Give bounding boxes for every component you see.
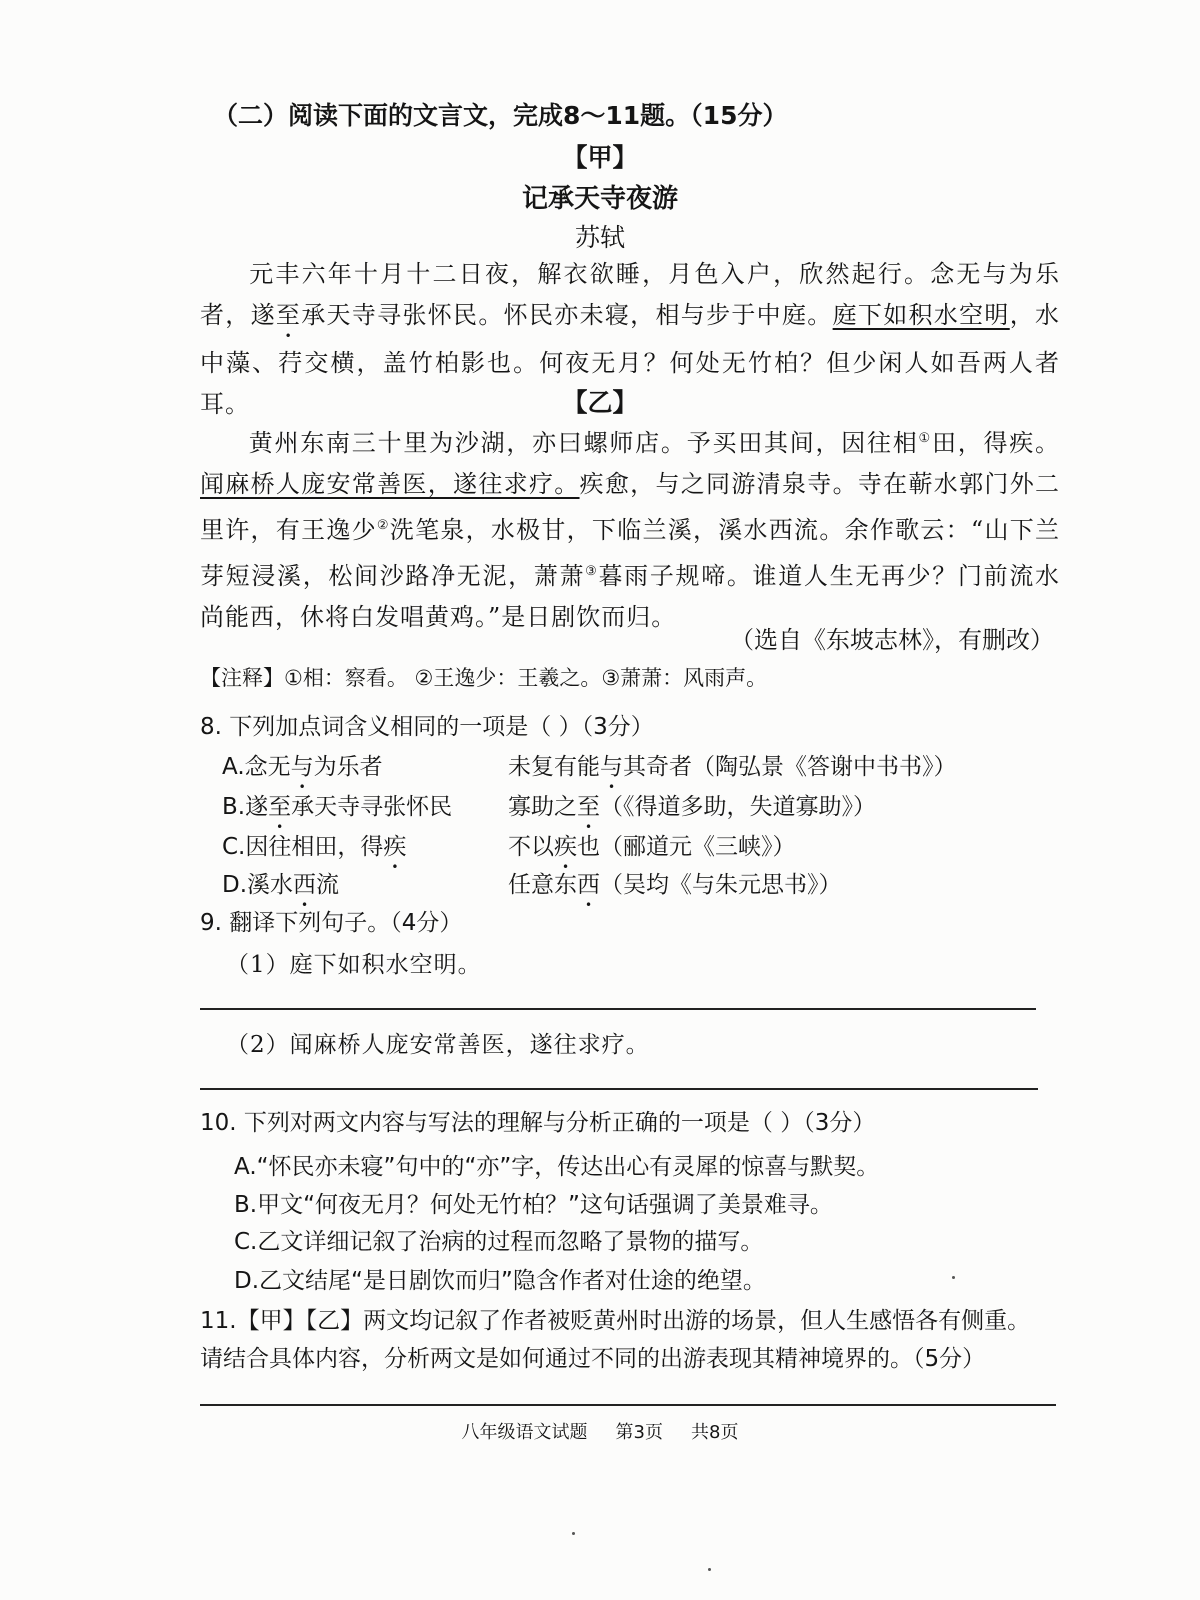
note-marker-3: ③ (585, 564, 599, 579)
dotted-word: 与 (600, 754, 623, 780)
q10-stem: 10. 下列对两文内容与写法的理解与分析正确的一项是（ ）（3分） (200, 1110, 876, 1136)
q11-line-1: 11.【甲】【乙】两文均记叙了作者被贬黄州时出游的场景，但人生感悟各有侧重。 (200, 1308, 1031, 1334)
text-yi-passage (200, 418, 1060, 638)
option-text: D.溪水 (222, 872, 294, 898)
yi-underlined-sentence: 闻麻桥人庞安常善医，遂往求疗。 (200, 470, 580, 498)
yi-text-2: 田，得疾。 (931, 429, 1061, 457)
yi-text-5: 暮雨子规啼。谁道人生无再少？门前流水尚能西，休将白发唱黄鸡。”是日剧饮而归。 (200, 562, 1061, 631)
text-jia-author: 苏轼 (574, 223, 625, 252)
q9-sentence-1: （1）庭下如积水空明。 (226, 952, 482, 978)
option-text: 未复有能 (508, 754, 600, 780)
annotations: 【注释】①相：察看。 ②王逸少：王羲之。③萧萧：风雨声。 (200, 666, 768, 690)
q10-option-c: C.乙文详细记叙了治病的过程而忽略了景物的描写。 (234, 1229, 764, 1255)
scan-speck (952, 1276, 955, 1279)
jia-dotted-char: 至 (275, 301, 302, 329)
jia-text-2: 承天寺寻张怀民。怀民亦未寝，相与步于中庭。 (301, 301, 833, 329)
note-marker-1: ① (918, 431, 932, 446)
page-footer (0, 1418, 1200, 1444)
q11-line-2: 请结合具体内容，分析两文是如何通过不同的出游表现其精神境界的。（5分） (200, 1346, 986, 1372)
q9-answer-line-2[interactable] (200, 1088, 1038, 1090)
option-text: 为乐者 (313, 754, 383, 780)
jia-text-1: 元丰六年十月十二日夜，解衣欲睡，月色入户，欣然起行。念无与为乐者，遂 (200, 260, 1060, 329)
scan-speck (708, 1568, 711, 1571)
text-yi-label: 【乙】 (562, 388, 638, 417)
option-text: 其奇者（陶弘景《答谢中书书》） (623, 754, 957, 780)
q9-stem: 9. 翻译下列句子。（4分） (200, 910, 463, 936)
option-text: B.遂 (222, 794, 269, 820)
dotted-word: 西 (577, 872, 600, 898)
q11-answer-line[interactable] (200, 1404, 1056, 1406)
q9-answer-line-1[interactable] (200, 1008, 1036, 1010)
option-text: （吴均《与朱元思书》） (600, 872, 842, 898)
dotted-word: 至 (268, 794, 292, 820)
section-title: （二）阅读下面的文言文，完成8～11题。（15分） (213, 101, 788, 130)
scan-speck (572, 1532, 575, 1535)
yi-text-3: 疾愈，与之同游清泉寺。寺在蕲水郭门外二里许，有王逸少 (200, 470, 1061, 544)
source-citation: （选自《东坡志林》，有删改） (730, 626, 1054, 654)
option-text: A.念无 (222, 754, 291, 780)
q10-option-b: B.甲文“何夜无月？何处无竹柏？”这句话强调了美景难寻。 (234, 1192, 833, 1218)
option-text: （《得道多助，失道寡助》） (600, 794, 876, 820)
option-text: 也（郦道元《三峡》） (577, 834, 796, 860)
note-marker-2: ② (376, 518, 390, 533)
dotted-word: 疾 (554, 834, 577, 860)
text-jia-title: 记承天寺夜游 (521, 184, 678, 214)
option-text: 不以 (508, 834, 554, 860)
q9-sentence-2: （2）闻麻桥人庞安常善医，遂往求疗。 (226, 1032, 650, 1058)
dotted-word: 疾 (383, 834, 407, 860)
option-text: 流 (316, 872, 340, 898)
jia-underlined-sentence: 庭下如积水空明 (832, 301, 1010, 329)
dotted-word: 与 (290, 754, 314, 780)
dotted-word: 至 (577, 794, 600, 820)
jia-text-3: ，水中藻、荇交横，盖竹柏影也。何夜无月？何处无竹柏？但少闲人如吾两人者耳。 (200, 301, 1061, 418)
yi-text-1: 黄州东南三十里为沙湖，亦曰螺师店。予买田其间，因往相 (248, 429, 919, 457)
q8-stem: 8. 下列加点词含义相同的一项是（ ）（3分） (200, 714, 654, 740)
option-text: 承天寺寻张怀民 (291, 794, 453, 820)
option-text: C.因往相田，得 (222, 834, 384, 860)
footer-total-pages: 共8页 (691, 1422, 739, 1443)
text-jia-label: 【甲】 (562, 143, 638, 172)
q8-option-d-right (508, 866, 842, 912)
yi-text-4: 洗笔泉，水极甘，下临兰溪，溪水西流。余作歌云：“山下兰芽短浸溪，松间沙路净无泥，萧萧 (200, 516, 1060, 590)
q10-option-a: A.“怀民亦未寝”句中的“亦”字，传达出心有灵犀的惊喜与默契。 (234, 1154, 880, 1180)
q10-option-d: D.乙文结尾“是日剧饮而归”隐含作者对仕途的绝望。 (234, 1268, 766, 1294)
dotted-word: 西 (293, 872, 317, 898)
footer-page-number: 第3页 (615, 1422, 663, 1443)
option-text: 任意东 (508, 872, 577, 898)
option-text: 寡助之 (508, 794, 577, 820)
footer-subject: 八年级语文试题 (461, 1422, 588, 1443)
